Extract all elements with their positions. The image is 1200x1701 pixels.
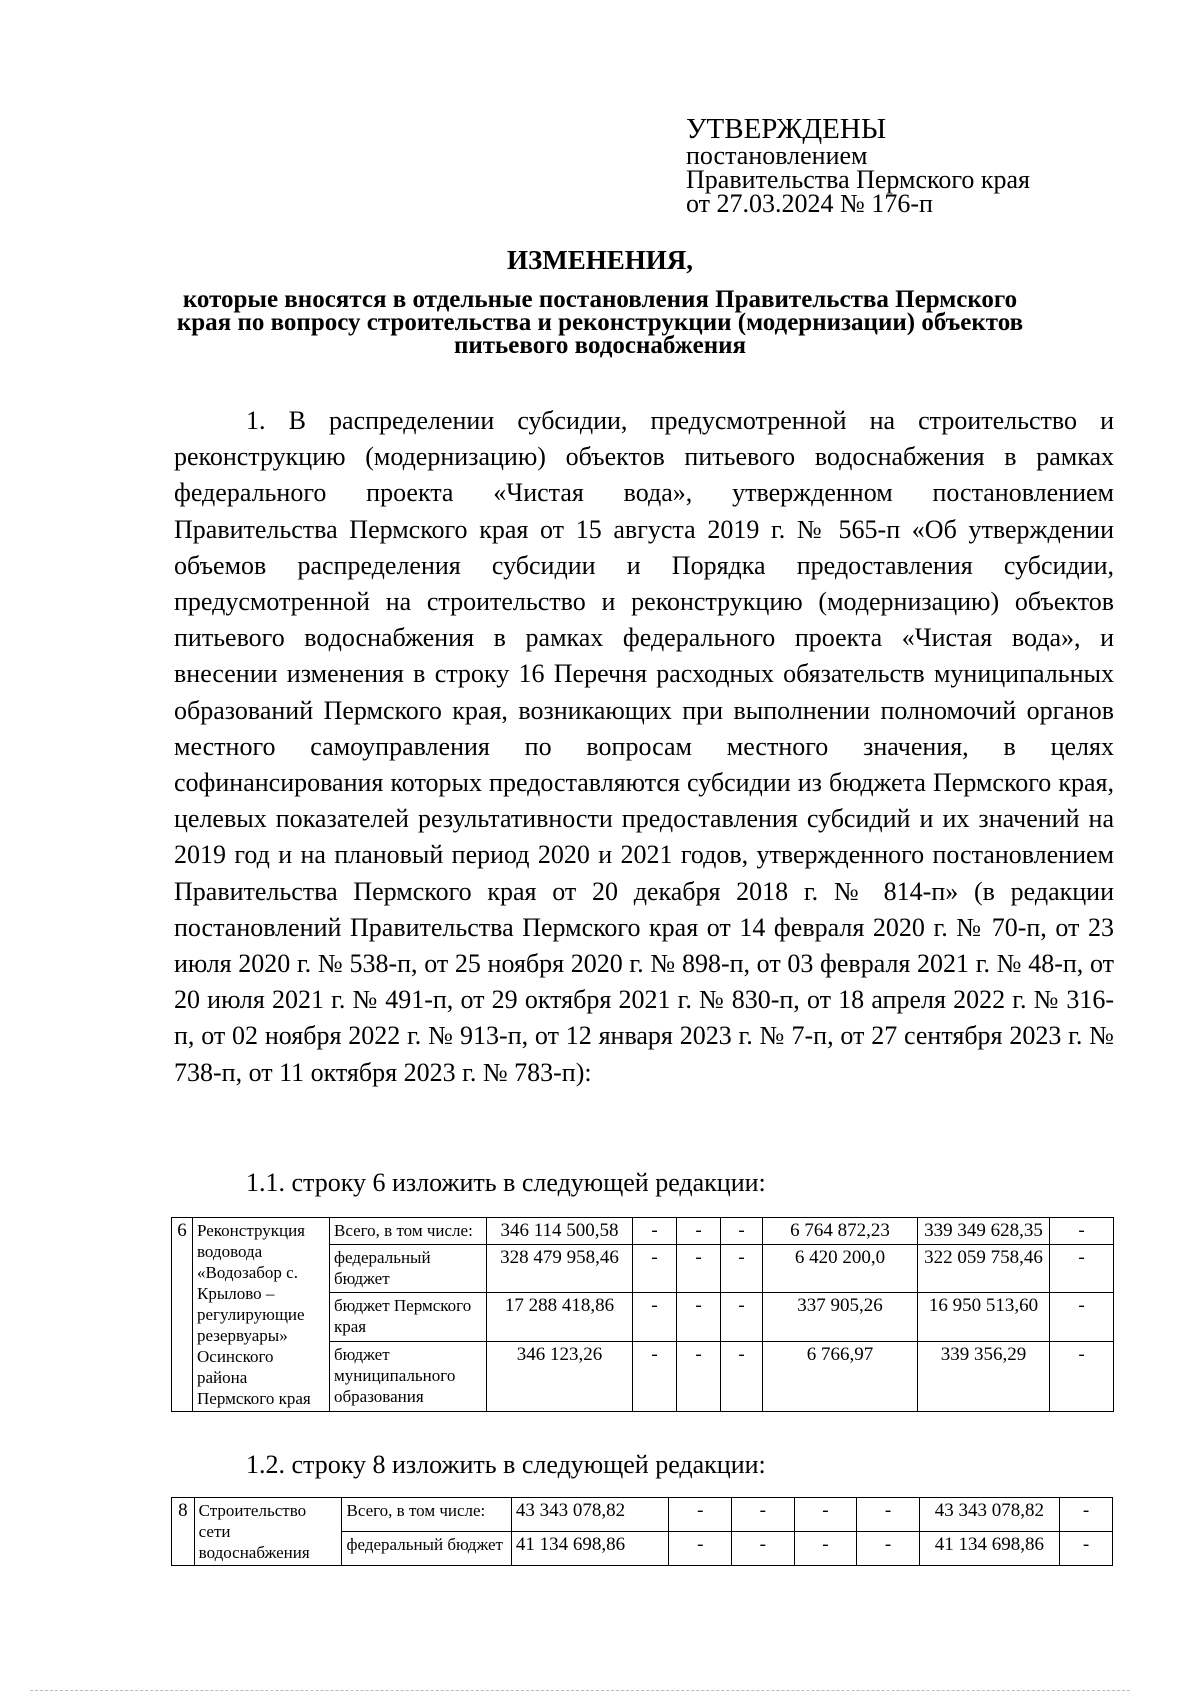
dash-cell: - (633, 1293, 677, 1342)
dash-cell: - (721, 1218, 763, 1245)
sub-item-1-1: 1.1. строку 6 изложить в следующей редакции: (246, 1168, 766, 1197)
value-cell: 322 059 758,46 (918, 1244, 1050, 1293)
object-name: Реконструкция водовода «Водозабор с. Крылово – регулирующие резервуары» Осинского района Пермского края (193, 1218, 330, 1412)
total-value: 41 134 698,86 (511, 1532, 669, 1566)
value-cell: 337 905,26 (763, 1293, 918, 1342)
value-cell: 6 420 200,0 (763, 1244, 918, 1293)
dash-cell: - (1060, 1498, 1113, 1532)
dash-cell: - (794, 1532, 857, 1566)
dash-cell: - (677, 1218, 721, 1245)
dash-cell: - (633, 1218, 677, 1245)
row-label: Всего, в том числе: (330, 1218, 487, 1245)
sub-item-1-2: 1.2. строку 8 изложить в следующей редакции: (246, 1450, 766, 1479)
row-label: бюджет Пермского края (330, 1293, 487, 1342)
total-value: 43 343 078,82 (511, 1498, 669, 1532)
scan-edge-divider (30, 1690, 1130, 1691)
table-row-6 (171, 1217, 1114, 1412)
document-subtitle: которые вносятся в отдельные постановления Правительства Пермского края по вопросу строительства и реконструкции (модернизации) объектов питьевого водоснабжения (176, 286, 1024, 359)
row-number: 6 (172, 1218, 193, 1412)
approval-title: УТВЕРЖДЕНЫ (686, 113, 887, 145)
row-label: Всего, в том числе: (342, 1498, 511, 1532)
dash-cell: - (669, 1532, 732, 1566)
approval-line: постановлением (686, 141, 868, 170)
dash-cell: - (857, 1498, 920, 1532)
dash-cell: - (732, 1532, 795, 1566)
dash-cell: - (677, 1293, 721, 1342)
value-cell: 16 950 513,60 (918, 1293, 1050, 1342)
value-cell: 339 349 628,35 (918, 1218, 1050, 1245)
dash-cell: - (1050, 1218, 1114, 1245)
dash-cell: - (732, 1498, 795, 1532)
dash-cell: - (857, 1532, 920, 1566)
dash-cell: - (677, 1341, 721, 1411)
paragraph-1: 1. В распределении субсидии, предусмотренной на строительство и реконструкцию (модернизацию) объектов питьевого водоснабжения в рамках федерального проекта «Чистая вода», утвержденном постановлением Правительства Пермского края от 15 августа 2019 г. № 565-п «Об утверждении объемов распределения субсидии и Порядка предоставления субсидии, предусмотренной на строительство и реконструкцию (модернизацию) объектов питьевого водоснабжения в рамках федерального проекта «Чистая вода», и внесении изменения в строку 16 Перечня расходных обязательств муниципальных образований Пермского края, возникающих при выполнении полномочий органов местного самоуправления по вопросам местного значения, в целях софинансирования которых предоставляются субсидии из бюджета Пермского края, целевых показателей результативности предоставления субсидий и их значений на 2019 год и на плановый период 2020 и 2021 годов, утвержденного постановлением Правительства Пермского края от 20 декабря 2018 г. № 814-п» (в редакции постановлений Правительства Пермского края от 14 февраля 2020 г. № 70-п, от 23 июля 2020 г. № 538-п, от 25 ноября 2020 г. № 898-п, от 03 февраля 2021 г. № 48-п, от 20 июля 2021 г. № 491-п, от 29 октября 2021 г. № 830-п, от 18 апреля 2022 г. № 316-п, от 02 ноября 2022 г. № 913-п, от 12 января 2023 г. № 7-п, от 27 сентября 2023 г. № 738-п, от 11 октября 2023 г. № 783-п): (174, 406, 1114, 1087)
row-number: 8 (172, 1498, 195, 1566)
dash-cell: - (1050, 1341, 1114, 1411)
value-cell: 43 343 078,82 (919, 1498, 1059, 1532)
dash-cell: - (1050, 1244, 1114, 1293)
dash-cell: - (669, 1498, 732, 1532)
body-text (174, 403, 1114, 1091)
dash-cell: - (1050, 1293, 1114, 1342)
value-cell: 41 134 698,86 (919, 1532, 1059, 1566)
value-cell: 339 356,29 (918, 1341, 1050, 1411)
dash-cell: - (794, 1498, 857, 1532)
dash-cell: - (633, 1244, 677, 1293)
total-value: 346 114 500,58 (487, 1218, 633, 1245)
dash-cell: - (721, 1293, 763, 1342)
approval-date: от 27.03.2024 № 176-п (686, 189, 933, 218)
table-row-8 (171, 1497, 1113, 1566)
approval-block (686, 114, 1106, 216)
row-label: бюджет муниципального образования (330, 1341, 487, 1411)
table-row (172, 1498, 1113, 1532)
document-title: ИЗМЕНЕНИЯ, (506, 245, 693, 275)
row-label: федеральный бюджет (330, 1244, 487, 1293)
dash-cell: - (677, 1244, 721, 1293)
value-cell: 6 766,97 (763, 1341, 918, 1411)
row-label: федеральный бюджет (342, 1532, 511, 1566)
total-value: 17 288 418,86 (487, 1293, 633, 1342)
dash-cell: - (633, 1341, 677, 1411)
dash-cell: - (1060, 1532, 1113, 1566)
table-row (172, 1218, 1114, 1245)
total-value: 346 123,26 (487, 1341, 633, 1411)
dash-cell: - (721, 1244, 763, 1293)
total-value: 328 479 958,46 (487, 1244, 633, 1293)
dash-cell: - (721, 1341, 763, 1411)
value-cell: 6 764 872,23 (763, 1218, 918, 1245)
object-name: Строительство сети водоснабжения (194, 1498, 342, 1566)
approval-line: Правительства Пермского края (686, 165, 1030, 194)
